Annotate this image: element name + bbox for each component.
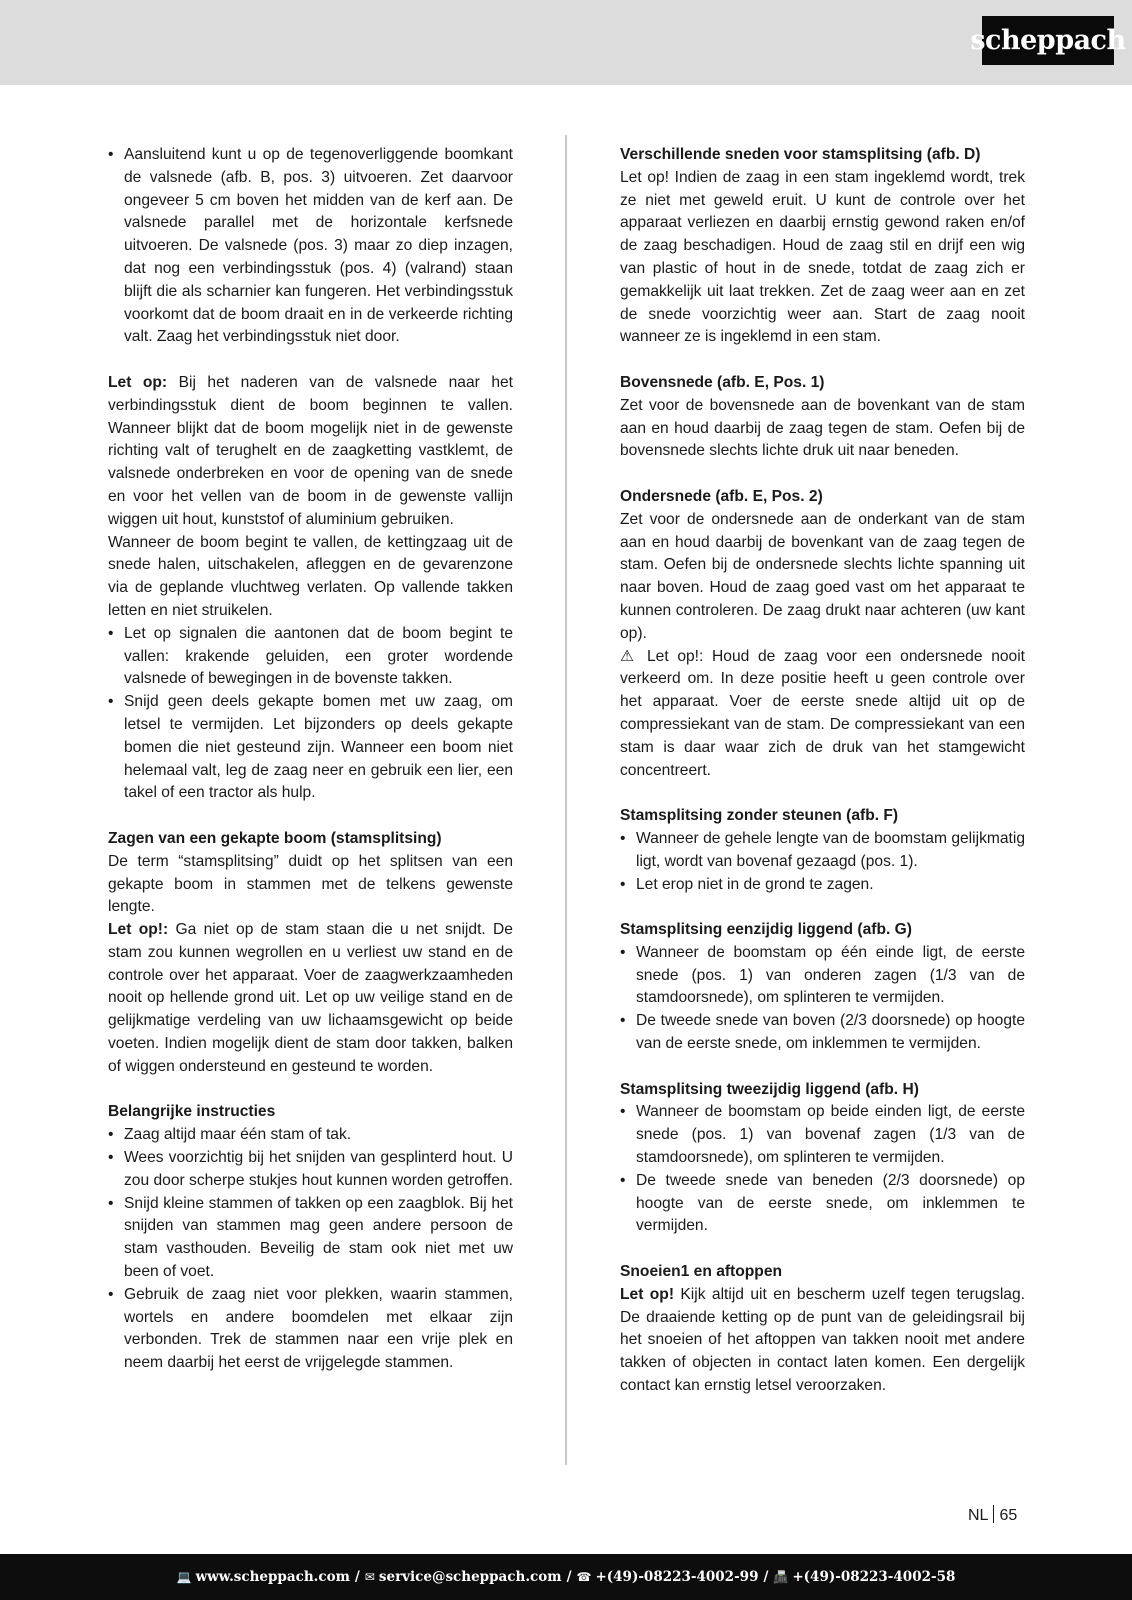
no-support-list <box>620 828 1025 896</box>
section-heading: Snoeien1 en aftoppen <box>620 1263 783 1281</box>
website-link[interactable]: www.scheppach.com <box>195 1569 350 1585</box>
list-item: • Snijd geen deels gekapte bomen met uw zaag, om letsel te vermijden. Let bijzonders op deels gekapte bomen die niet gesteund zijn. Wanneer een boom niet helemaal valt, leg de zaag neer en gebruik een lier, een takel of een tractor als hulp. <box>108 691 513 805</box>
list-item: • Wanneer de boomstam op beide einden ligt, de eerste snede (pos. 1) van bovenaf zagen (1/3 van de stamdoorsnede), om splinteren te vermijden. <box>620 1101 1025 1169</box>
note-label: Let op!: <box>108 921 169 939</box>
one-side-list <box>620 942 1025 1056</box>
paragraph: De term “stamsplitsing” duidt op het splitsen van een gekapte boom in stammen met de telkens gewenste lengte. <box>108 852 513 916</box>
email-link[interactable]: service@scheppach.com <box>378 1569 562 1585</box>
note-paragraph <box>620 1284 1025 1398</box>
paragraph: Zet voor de bovensnede aan de bovenkant van de stam aan en houd daarbij de zaag tegen de stam. Oefen bij de bovensnede slechts lichte druk uit naar beneden. <box>620 396 1025 460</box>
section-heading: Zagen van een gekapte boom (stamsplitsing) <box>108 829 442 847</box>
list-item: • Let op signalen die aantonen dat de boom begint te vallen: krakende geluiden, een groter wordende valsnede of bewegingen in de bovenste takken. <box>108 623 513 691</box>
list-item: • De tweede snede van beneden (2/3 doorsnede) op hoogte van de eerste snede, om inklemmen te vermijden. <box>620 1170 1025 1238</box>
felling-cut-list <box>108 144 513 349</box>
page-number <box>968 1505 1017 1525</box>
list-item: • Snijd kleine stammen of takken op een zaagblok. Bij het snijden van stammen mag geen andere persoon de stam vasthouden. Beveilig de stam ook niet met uw been of voet. <box>108 1193 513 1284</box>
list-item: • Wees voorzichtig bij het snijden van gesplinterd hout. U zou door scherpe stukjes hout kunnen worden getroffen. <box>108 1147 513 1193</box>
note-text: Bij het naderen van de valsnede naar het verbindingsstuk dient de boom beginnen te vallen. Wanneer blijkt dat de boom mogelijk niet in de gewenste richting valt of terughelt en de zaagketting vastklemt, de valsnede onderbreken en voor de opening van de snede en voor het vellen van de boom in de gewenste vallijn wiggen uit hout, kunststof of aluminium gebruiken. <box>108 373 513 528</box>
section-heading: Stamsplitsing tweezijdig liggend (afb. H) <box>620 1080 919 1098</box>
mail-icon: ✉ <box>364 1570 375 1584</box>
phone-number: +(49)-08223-4002-99 <box>595 1569 759 1585</box>
list-item: • Wanneer de gehele lengte van de boomstam gelijkmatig ligt, wordt van bovenaf gezaagd (pos. 1). <box>620 828 1025 874</box>
footer-separator: / <box>354 1569 360 1585</box>
right-column <box>620 144 1025 1398</box>
signals-list <box>108 623 513 805</box>
list-item: • De tweede snede van boven (2/3 doorsnede) op hoogte van de eerste snede, om inklemmen te vermijden. <box>620 1010 1025 1056</box>
phone-icon: ☎ <box>576 1570 592 1584</box>
scheppach-logo: scheppach <box>982 16 1114 65</box>
note-text: Ga niet op de stam staan die u net snijdt. De stam zou kunnen wegrollen en u verliest uw stand en de controle over het apparaat. Voer de zaagwerkzaamheden nooit op hellende grond uit. Let op uw veilige stand en de gelijkmatige verdeling van uw lichaamsgewicht op beide voeten. Indien mogelijk dient de stam door takken, balken of wiggen ondersteund en gesteund te worden. <box>108 921 513 1075</box>
warning-icon: ⚠ <box>620 647 639 665</box>
left-column <box>108 144 513 1375</box>
instructions-list <box>108 1124 513 1375</box>
list-item: • Zaag altijd maar één stam of tak. <box>108 1124 513 1147</box>
section-heading: Stamsplitsing eenzijdig liggend (afb. G) <box>620 921 912 939</box>
page-language: NL <box>968 1507 989 1524</box>
list-item: • Wanneer de boomstam op één einde ligt, de eerste snede (pos. 1) van onderen zagen (1/3 van de stamdoorsnede), om splinteren te vermijden. <box>620 942 1025 1010</box>
page-number-value: 65 <box>999 1507 1018 1524</box>
section-heading: Bovensnede (afb. E, Pos. 1) <box>620 373 825 391</box>
computer-icon: 💻 <box>176 1570 192 1584</box>
note-paragraph <box>108 919 513 1079</box>
list-item: • Aansluitend kunt u op de tegenoverliggende boomkant de valsnede (afb. B, pos. 3) uitvoeren. Zet daarvoor ongeveer 5 cm boven het midden van de kerf aan. De valsnede parallel met de horizontale kerfsnede uitvoeren. De valsnede (pos. 3) maar zo diep inzagen, dat nog een verbindingsstuk (pos. 4) (valrand) staan blijft die als scharnier kan fungeren. Het verbindingsstuk voorkomt dat de boom draait en in de verkeerde richting valt. Zaag het verbindingsstuk niet door. <box>108 144 513 349</box>
fax-number: +(49)-08223-4002-58 <box>792 1569 956 1585</box>
column-divider <box>565 135 567 1465</box>
note-text: Kijk altijd uit en bescherm uzelf tegen terugslag. De draaiende ketting op de punt van de geleidingsrail bij het snoeien of het aftoppen van takken nooit met andere takken of objecten in contact laten komen. Een dergelijk contact kan ernstig letsel veroorzaken. <box>620 1285 1025 1395</box>
list-item: • Let erop niet in de grond te zagen. <box>620 874 1025 897</box>
section-heading: Verschillende sneden voor stamsplitsing (afb. D) <box>620 146 981 163</box>
contact-footer <box>0 1554 1132 1600</box>
paragraph: Wanneer de boom begint te vallen, de kettingzaag uit de snede halen, uitschakelen, afleggen en de gevarenzone via de geplande vluchtweg verlaten. Op vallende takken letten en niet struikelen. <box>108 533 513 619</box>
footer-separator: / <box>566 1569 572 1585</box>
note-label: Let op! <box>620 1285 675 1303</box>
fax-icon: 📠 <box>773 1570 789 1584</box>
paragraph: Let op! Indien de zaag in een stam ingeklemd wordt, trek ze niet met geweld eruit. U kunt de controle over het apparaat verliezen en daarbij ernstig gewond raken en/of de zaag beschadigen. Houd de zaag stil en drijf een wig van plastic of hout in de snede, totdat de zaag zich er gemakkelijk uit laat trekken. Zet de zaag weer aan en zet de snede voorzichtig weer aan. Start de zaag nooit wanneer ze is ingeklemd in een stam. <box>620 168 1025 346</box>
section-heading: Ondersnede (afb. E, Pos. 2) <box>620 487 823 505</box>
header-band <box>0 0 1132 85</box>
list-item: • Gebruik de zaag niet voor plekken, waarin stammen, wortels en andere boomdelen met elkaar zijn verbonden. Trek de stammen naar een vrije plek en neem daarbij het eerst de vrijgelegde stammen. <box>108 1284 513 1375</box>
warning-paragraph <box>620 646 1025 783</box>
paragraph: Zet voor de ondersnede aan de onderkant van de stam aan en houd daarbij de bovenkant van de zaag tegen de stam. Oefen bij de ondersnede slechts lichte spanning uit naar boven. Houd de zaag goed vast om het apparaat te kunnen controleren. De zaag drukt naar achteren (uw kant op). <box>620 510 1025 642</box>
page-number-divider <box>993 1505 994 1523</box>
note-paragraph <box>108 372 513 532</box>
warning-text: Let op!: Houd de zaag voor een ondersnede nooit verkeerd om. In deze positie heeft u geen controle over het apparaat. Voer de eerste snede altijd uit op de compressiekant van de stam. De compressiekant van een stam is daar waar zich de druk van het stamgewicht concentreert. <box>620 647 1026 779</box>
note-label: Let op: <box>108 373 168 391</box>
section-heading: Belangrijke instructies <box>108 1103 276 1121</box>
section-heading: Stamsplitsing zonder steunen (afb. F) <box>620 807 899 825</box>
footer-separator: / <box>763 1569 769 1585</box>
two-side-list <box>620 1101 1025 1238</box>
